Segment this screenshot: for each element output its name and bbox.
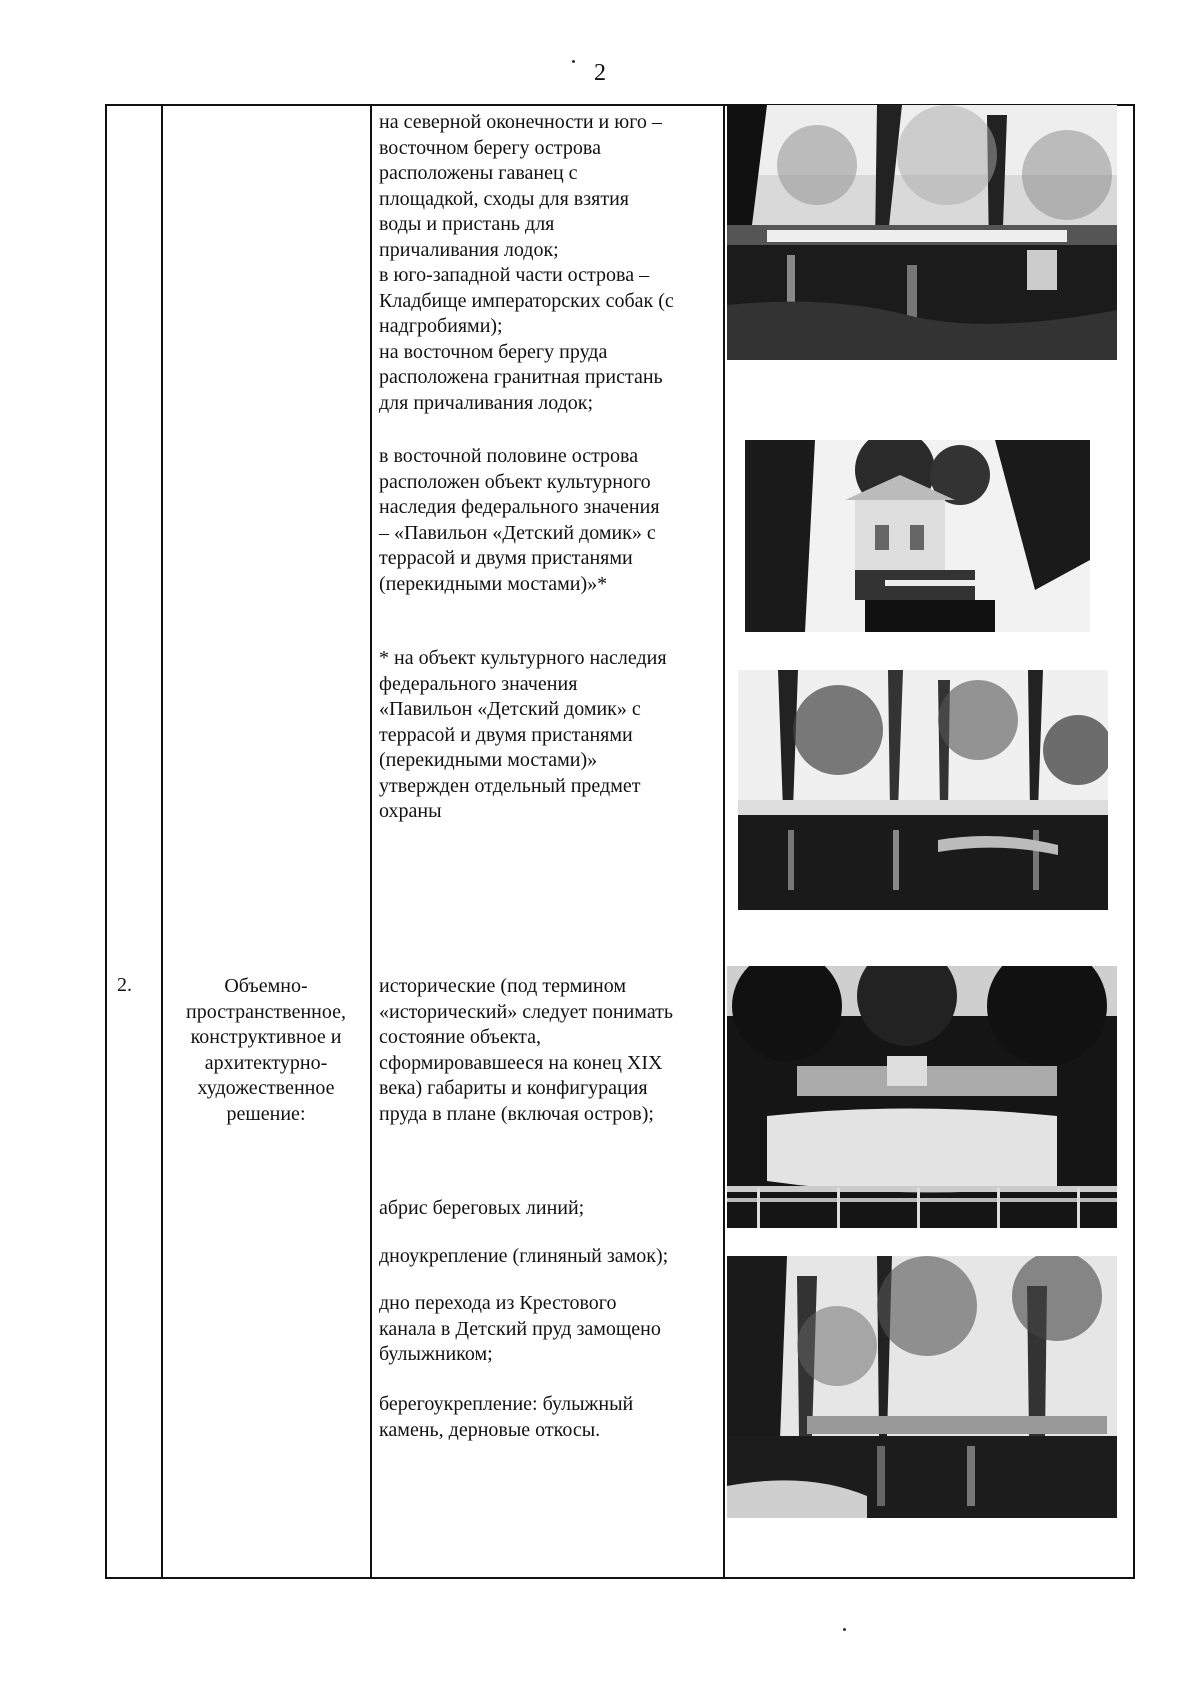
row2-paragraph-5: берегоукрепление: булыжный камень, дерновые откосы. [379,1393,634,1441]
row2-paragraph-1: исторические (под термином «исторический» следует понимать состояние объекта, сформировавшееся на конец XIX века) габариты и конфигурация пруда в плане (включая остров); [379,975,674,1125]
photo-pond-trees [738,670,1108,910]
photo-pond-railing [727,966,1117,1228]
row2-number: 2. [117,974,132,996]
scan-speck [572,60,575,63]
column-divider [370,106,372,1577]
photo-pond-bridge [727,105,1117,360]
column-divider [723,106,725,1577]
photo-pavilion-1916 [745,440,1090,632]
row2-name: Объемно- пространственное, конструктивное и архитектурно- художественное решение: [186,975,346,1125]
row1-paragraph-3: * на объект культурного наследия федерального значения «Павильон «Детский домик» с террасой и двумя пристанями (перекидными мостами)» утвержден отдельный предмет охраны [379,647,667,822]
row2-paragraph-2: абрис береговых линий; [379,1197,585,1219]
row1-paragraph-2: в восточной половине острова расположен объект культурного наследия федерального значения – «Павильон «Детский домик» с террасой и двумя пристанями (перекидными мостами)»* [379,445,660,595]
page-number: 2 [594,60,606,86]
scan-speck [843,1628,846,1631]
row2-paragraph-4: дно перехода из Крестового канала в Детский пруд замощено булыжником; [379,1292,661,1365]
column-divider [161,106,163,1577]
photo-bridge-trees [727,1256,1117,1518]
row2-paragraph-3: дноукрепление (глиняный замок); [379,1245,669,1267]
row1-paragraph-1: на северной оконечности и юго – восточном берегу острова расположены гаванец с площадкой, сходы для взятия воды и пристань для причаливания лодок; в юго-западной части острова – Кладбище императорских собак (с надгробиями); на восточном берегу пруда расположена гранитная пристань для причаливания лодок; [379,111,674,414]
